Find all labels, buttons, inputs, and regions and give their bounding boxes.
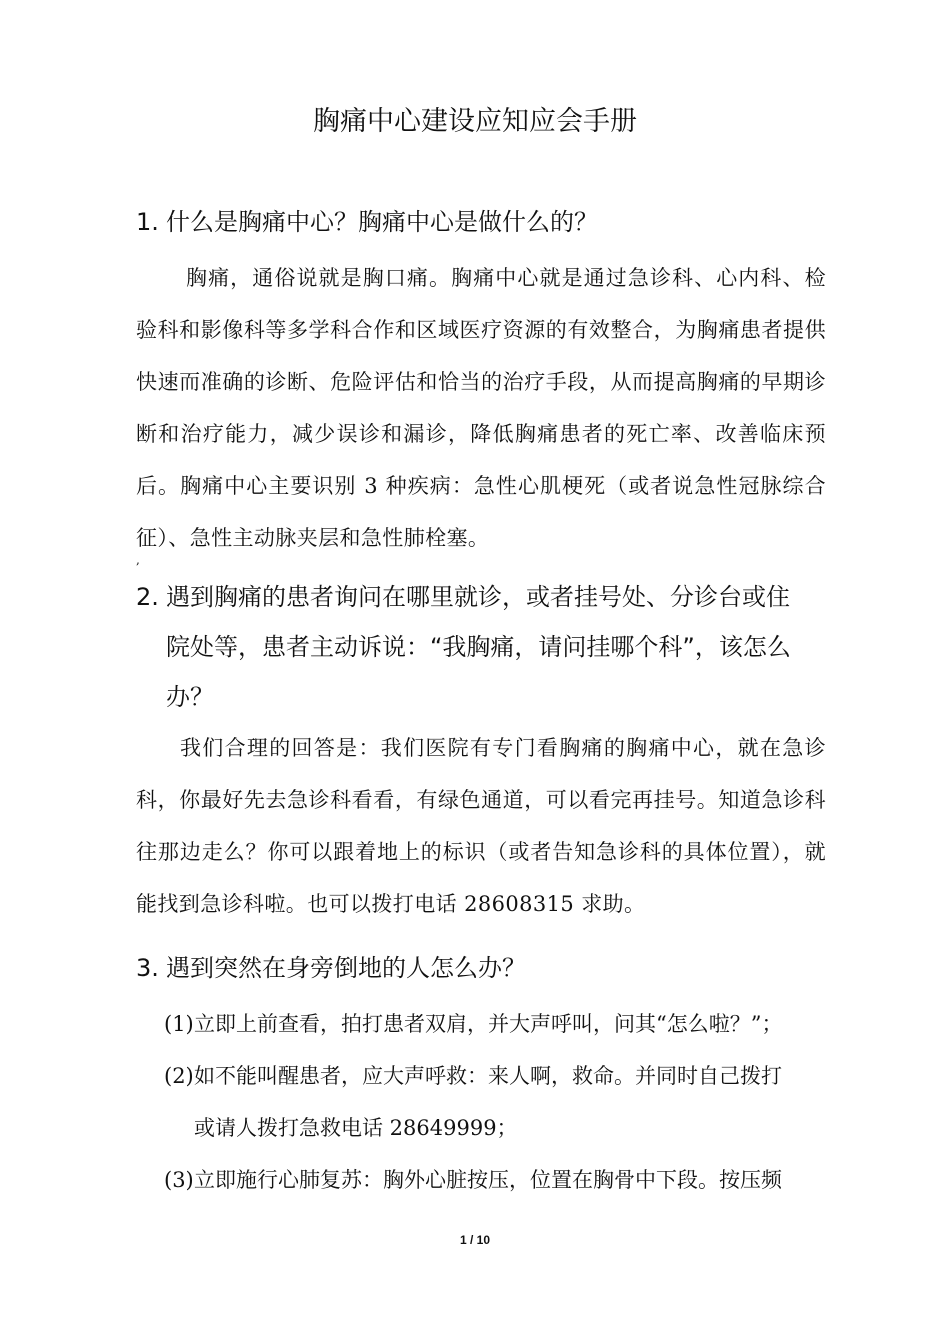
section-1-paragraph: 胸痛，通俗说就是胸口痛。胸痛中心就是通过急诊科、心内科、检验科和影像科等多学科合作和区域医疗资源的有效整合，为胸痛患者提供快速而准确的诊断、危险评估和恰当的治疗手段，从而提高胸痛的早期诊断和治疗能力，减少误诊和漏诊，降低胸痛患者的死亡率、改善临床预后。胸痛中心主要识别 3 种疾病：急性心肌梗死（或者说急性冠脉综合征）、急性主动脉夹层和急性肺栓塞。: [136, 266, 826, 550]
section-3-number: 3.: [136, 954, 159, 982]
list-item-text: 立即施行心肺复苏：胸外心脏按压，位置在胸骨中下段。按压频: [194, 1168, 782, 1192]
section-2-heading: [136, 575, 826, 719]
list-item-text: 立即上前查看，拍打患者双肩，并大声呼叫，问其“怎么啦？”；: [194, 1012, 783, 1036]
list-item: [164, 1154, 834, 1206]
section-1-heading: [136, 206, 826, 238]
section-1-heading-text: 什么是胸痛中心？胸痛中心是做什么的？: [166, 208, 598, 236]
page-number: 1 / 10: [459, 1233, 491, 1247]
section-2-number: 2.: [136, 583, 159, 611]
list-item: [164, 998, 834, 1050]
list-item: [164, 1050, 834, 1154]
section-2-heading-line-1: 遇到胸痛的患者询问在哪里就诊，或者挂号处、分诊台或住: [166, 583, 790, 611]
section-3-heading: [136, 952, 826, 984]
section-2-heading-line-3: 办？: [166, 683, 214, 711]
section-3-heading-text: 遇到突然在身旁倒地的人怎么办？: [166, 954, 526, 982]
section-1-number: 1.: [136, 208, 159, 236]
list-item-text-continued: 或请人拨打急救电话 28649999；: [194, 1116, 518, 1140]
list-item-text: 如不能叫醒患者，应大声呼救：来人啊，救命。并同时自己拨打: [194, 1064, 782, 1088]
list-item-marker: (1): [164, 1012, 194, 1036]
list-item-marker: (3): [164, 1168, 194, 1192]
stray-mark: ,: [136, 553, 140, 567]
document-title: 胸痛中心建设应知应会手册: [313, 106, 637, 137]
section-2-heading-line-2: 院处等，患者主动诉说：“我胸痛，请问挂哪个科”，该怎么: [166, 633, 791, 661]
list-item-marker: (2): [164, 1064, 194, 1088]
section-2-paragraph: 我们合理的回答是：我们医院有专门看胸痛的胸痛中心，就在急诊科，你最好先去急诊科看看，有绿色通道，可以看完再挂号。知道急诊科往那边走么？你可以跟着地上的标识（或者告知急诊科的具体位置），就能找到急诊科啦。也可以拨打电话 28608315 求助。: [136, 736, 826, 916]
